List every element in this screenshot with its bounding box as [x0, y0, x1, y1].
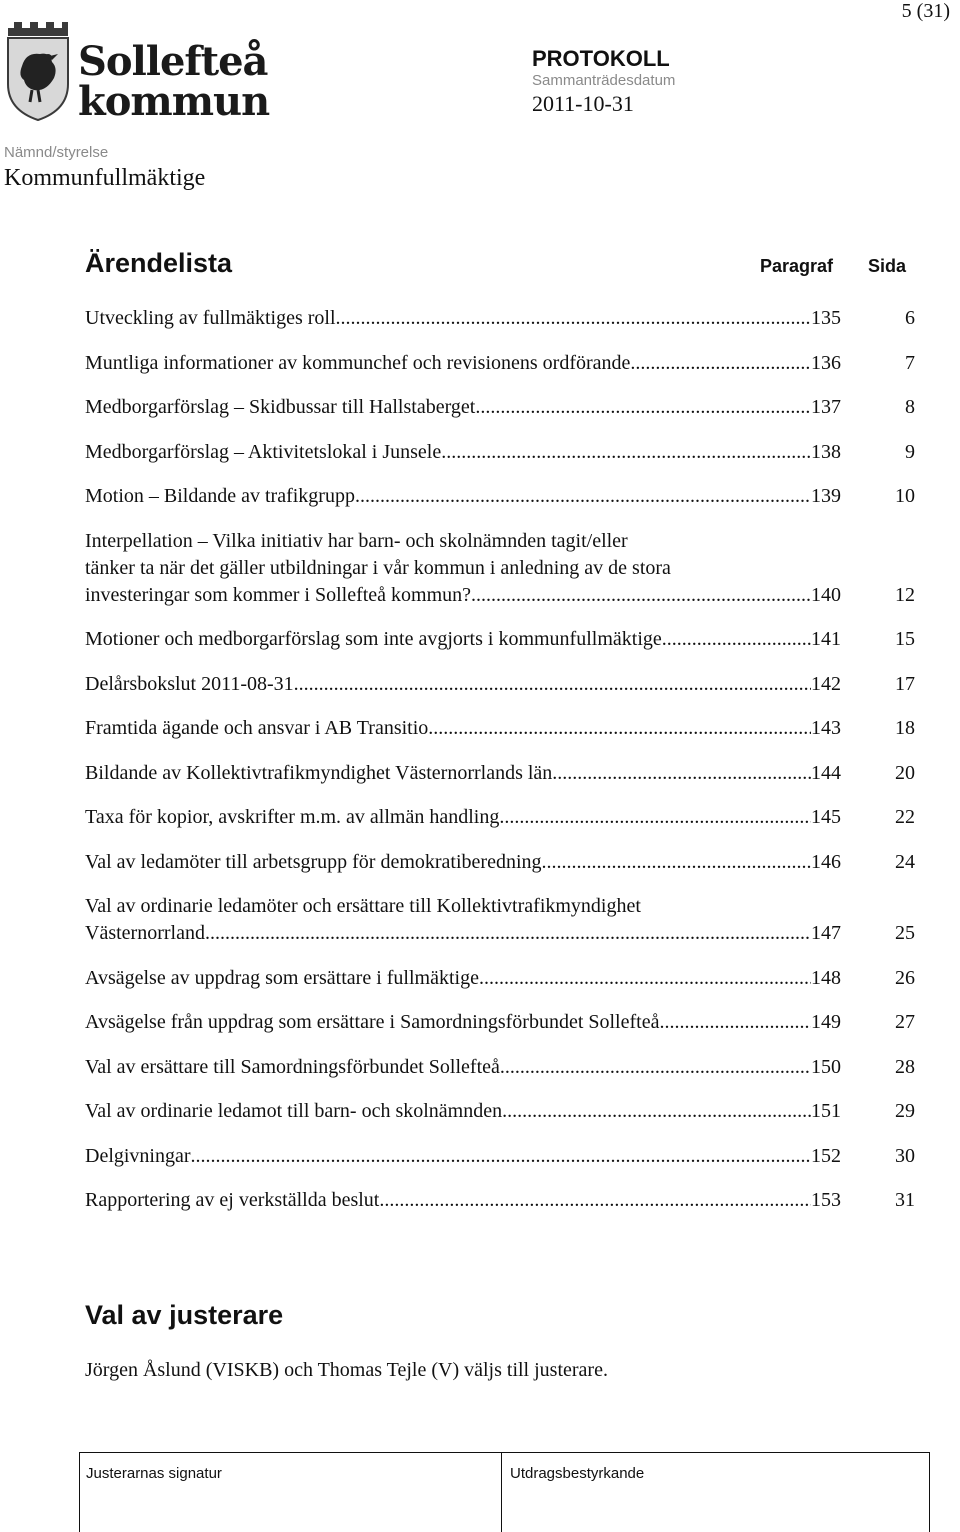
dot-leader — [542, 849, 811, 876]
coat-of-arms-icon — [4, 22, 72, 122]
agenda-item-sida: 10 — [895, 485, 915, 507]
agenda-item-title: Taxa för kopior, avskrifter m.m. av allmän handling — [85, 806, 500, 828]
agenda-item-text — [85, 1054, 811, 1081]
agenda-item-sida: 30 — [895, 1144, 915, 1167]
meeting-date: 2011-10-31 — [532, 91, 634, 116]
signature-box — [79, 1452, 930, 1532]
dot-leader — [479, 965, 811, 992]
agenda-item — [85, 1009, 915, 1036]
agenda-item-text — [85, 350, 811, 377]
signature-label-utdrag: Utdragsbestyrkande — [510, 1465, 645, 1482]
agenda-item-sida: 25 — [895, 922, 915, 944]
agenda-item-title: Delgivningar — [85, 1144, 191, 1167]
dot-leader — [499, 804, 811, 831]
agenda-item-paragraf: 136 — [811, 351, 841, 374]
municipality-logo — [4, 22, 270, 125]
agenda-item-text — [85, 439, 811, 466]
agenda-item-sida: 15 — [895, 628, 915, 650]
agenda-item-text — [85, 1009, 811, 1036]
agenda-item-paragraf: 142 — [811, 672, 841, 695]
agenda-item-sida: 12 — [895, 583, 915, 606]
agenda-item-line — [85, 555, 811, 582]
agenda-item-title: Avsägelse från uppdrag som ersättare i Samordningsförbundet Sollefteå — [85, 1011, 660, 1033]
agenda-item — [85, 849, 915, 876]
agenda-item-title: Rapportering av ej verkställda beslut — [85, 1189, 380, 1211]
agenda-item — [85, 1054, 915, 1081]
agenda-item — [85, 804, 915, 831]
agenda-item-text — [85, 804, 811, 831]
agenda-item-title: Val av ordinarie ledamöter och ersättare till Kollektivtrafikmyndighet — [85, 895, 641, 917]
agenda-item-text — [85, 394, 811, 421]
agenda-item-text — [85, 849, 811, 876]
agenda-item-sida: 17 — [895, 672, 915, 695]
dot-leader — [662, 626, 811, 653]
dot-leader — [205, 920, 811, 947]
agenda-item-paragraf: 146 — [811, 850, 841, 873]
agenda-item — [85, 528, 915, 609]
agenda-item-text — [85, 671, 811, 698]
agenda-item-paragraf: 147 — [811, 922, 841, 944]
agenda-item-sida: 8 — [905, 396, 915, 418]
agenda-item-line — [85, 893, 811, 920]
agenda-item — [85, 1187, 915, 1214]
agenda-item-sida: 24 — [895, 850, 915, 873]
dot-leader — [552, 760, 811, 787]
agenda-item-text — [85, 626, 811, 653]
agenda-title: Ärendelista — [85, 248, 233, 278]
dot-leader — [441, 439, 811, 466]
agenda-item-text — [85, 1187, 811, 1214]
agenda-item-paragraf: 135 — [811, 307, 841, 329]
agenda-list — [85, 305, 915, 1214]
dot-leader — [355, 483, 811, 510]
agenda-item-title: Västernorrland — [85, 922, 205, 944]
logo-text-line1: Sollefteå — [78, 38, 268, 85]
dot-leader — [294, 671, 811, 698]
dot-leader — [500, 1054, 811, 1081]
board-label: Nämnd/styrelse — [4, 144, 109, 161]
agenda-item-title: Interpellation – Vilka initiativ har barn- och skolnämnden tagit/eller — [85, 529, 628, 552]
agenda-item-title: Utveckling av fullmäktiges roll — [85, 307, 336, 329]
dot-leader — [428, 715, 811, 742]
agenda-item-paragraf: 149 — [811, 1011, 841, 1033]
agenda-item — [85, 626, 915, 653]
agenda-item-text — [85, 715, 811, 742]
agenda-item-sida: 28 — [895, 1055, 915, 1078]
agenda-item-sida: 22 — [895, 806, 915, 828]
agenda-item-title: Val av ordinarie ledamot till barn- och skolnämnden — [85, 1100, 503, 1122]
agenda-item — [85, 1143, 915, 1170]
document-header — [532, 46, 675, 118]
board-block — [4, 144, 205, 194]
agenda-item-sida: 31 — [895, 1189, 915, 1211]
agenda-item-paragraf: 137 — [811, 396, 841, 418]
agenda-item-sida: 9 — [905, 440, 915, 463]
agenda-item-text — [85, 965, 811, 992]
agenda-item-sida: 6 — [905, 307, 915, 329]
agenda-item-line — [85, 920, 811, 947]
dot-leader — [475, 394, 811, 421]
agenda-item-title-wrap — [85, 893, 811, 947]
agenda-item — [85, 893, 915, 947]
agenda-item-sida: 29 — [895, 1100, 915, 1122]
agenda-item — [85, 965, 915, 992]
agenda-item-sida: 26 — [895, 966, 915, 989]
dot-leader — [659, 1009, 811, 1036]
document-type: PROTOKOLL — [532, 46, 670, 71]
agenda-item-title: Avsägelse av uppdrag som ersättare i fullmäktige — [85, 966, 479, 989]
agenda-item-text — [85, 760, 811, 787]
agenda-item-sida: 7 — [905, 351, 915, 374]
agenda-item-sida: 27 — [895, 1011, 915, 1033]
agenda-item — [85, 1098, 915, 1125]
agenda-item-title: Motioner och medborgarförslag som inte avgjorts i kommunfullmäktige — [85, 628, 662, 650]
agenda-item-paragraf: 139 — [811, 485, 841, 507]
agenda-item-paragraf: 140 — [811, 583, 841, 606]
agenda-item-sida: 18 — [895, 717, 915, 739]
signature-box-divider — [501, 1453, 502, 1532]
agenda-item-title: Val av ersättare till Samordningsförbundet Sollefteå — [85, 1055, 500, 1078]
column-header-paragraf: Paragraf — [760, 256, 834, 276]
dot-leader — [471, 582, 811, 609]
agenda-item-title: Bildande av Kollektivtrafikmyndighet Västernorrlands län — [85, 761, 553, 784]
agenda-item-paragraf: 153 — [811, 1189, 841, 1211]
agenda-item-paragraf: 138 — [811, 440, 841, 463]
agenda-item-paragraf: 151 — [811, 1100, 841, 1122]
dot-leader — [191, 1143, 811, 1170]
agenda-item — [85, 439, 915, 466]
agenda-item-paragraf: 152 — [811, 1144, 841, 1167]
agenda-item-paragraf: 144 — [811, 761, 841, 784]
column-header-sida: Sida — [868, 256, 907, 276]
agenda-item-text — [85, 1143, 811, 1170]
agenda-item-title: Framtida ägande och ansvar i AB Transitio — [85, 717, 429, 739]
agenda-item-paragraf: 148 — [811, 966, 841, 989]
agenda-item-paragraf: 143 — [811, 717, 841, 739]
signature-label-justerare: Justerarnas signatur — [86, 1465, 222, 1482]
agenda-item-title: Val av ledamöter till arbetsgrupp för demokratiberedning — [85, 850, 542, 873]
agenda-item-line — [85, 582, 811, 609]
agenda-item-title: investeringar som kommer i Sollefteå kommun? — [85, 583, 472, 606]
agenda-item-title: Muntliga informationer av kommunchef och revisionens ordförande — [85, 351, 631, 374]
agenda-item-title: Motion – Bildande av trafikgrupp — [85, 485, 355, 507]
justerare-heading: Val av justerare — [85, 1300, 284, 1330]
agenda-item-line — [85, 528, 811, 555]
agenda-item-text — [85, 893, 811, 947]
agenda-item-paragraf: 150 — [811, 1055, 841, 1078]
logo-text-line2: kommun — [78, 78, 270, 125]
page-number: 5 (31) — [901, 0, 950, 22]
dot-leader — [379, 1187, 811, 1214]
agenda-item — [85, 483, 915, 510]
agenda-item-text — [85, 1098, 811, 1125]
agenda-item-title: Delårsbokslut 2011-08-31 — [85, 672, 294, 695]
agenda-item-title: Medborgarförslag – Aktivitetslokal i Junsele — [85, 440, 442, 463]
agenda-item-paragraf: 141 — [811, 628, 841, 650]
dot-leader — [502, 1098, 811, 1125]
agenda-item-paragraf: 145 — [811, 806, 841, 828]
agenda-item — [85, 394, 915, 421]
agenda-item — [85, 715, 915, 742]
agenda-item — [85, 671, 915, 698]
agenda-item-text — [85, 305, 811, 332]
agenda-item-title: Medborgarförslag – Skidbussar till Hallstaberget — [85, 396, 476, 418]
dot-leader — [336, 305, 812, 332]
board-name: Kommunfullmäktige — [4, 165, 206, 191]
agenda-item-title-wrap — [85, 528, 811, 609]
agenda-item — [85, 760, 915, 787]
agenda-item-text — [85, 528, 811, 609]
agenda-item — [85, 350, 915, 377]
justerare-text: Jörgen Åslund (VISKB) och Thomas Tejle (V) väljs till justerare. — [85, 1359, 608, 1381]
agenda-item — [85, 305, 915, 332]
meeting-date-label: Sammanträdesdatum — [532, 72, 676, 89]
dot-leader — [630, 350, 811, 377]
agenda-item-sida: 20 — [895, 761, 915, 784]
agenda-item-text — [85, 483, 811, 510]
agenda-item-title: tänker ta när det gäller utbildningar i vår kommun i anledning av de stora — [85, 556, 671, 579]
